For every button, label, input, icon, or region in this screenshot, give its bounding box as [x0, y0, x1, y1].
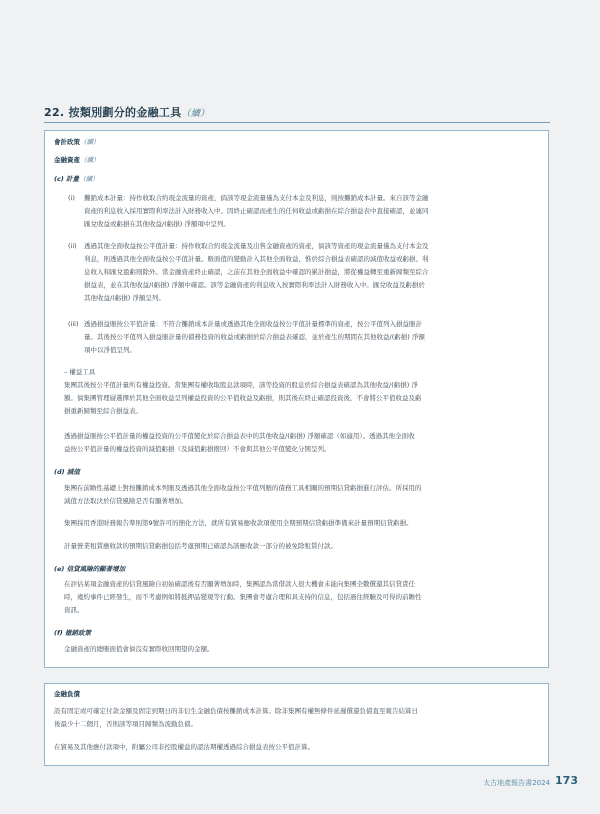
title-rule: [44, 122, 550, 123]
item-number: (ii): [68, 242, 77, 250]
fvpl-paragraph: 透過損益賬按公平值計量：不符合攤銷成本計量或透過其他全面收益按公平值計量標準的資產，按公平值列入損益賬計 量。其後按公平值列入損益賬計量的債務投資的收益或虧損於綜合損益表確認，並於產生的期間在其他收益/(虧損) 淨額 項中以淨值呈列。: [84, 320, 425, 354]
item-number: (i): [68, 194, 75, 202]
equity-heading: – 權益工具: [64, 368, 96, 376]
liabilities-heading: 金融負債: [54, 690, 80, 698]
policy-heading: 會計政策（續）: [54, 138, 100, 146]
equity-paragraph-1: 集團其後按公平值計量所有權益投資。當集團有權收取股息款項時，該等投資的股息於綜合損益表確認為其他收益/(虧損) 淨 額。倘集團管理層選擇於其他全面收益呈列權益投資的公平值收益及虧損，則其後在終止確認投資後，不會將公平值收益及虧 損重新歸類至綜合損益表。: [64, 381, 422, 415]
measurement-heading: (c) 計量（續）: [54, 175, 99, 183]
liabilities-paragraph-2: 在貿易及其他應付款項中，附屬公司非控股權益的認沽期權透過綜合損益表按公平值計算。: [54, 743, 314, 751]
amortised-cost-paragraph: 攤銷成本計量：持作收取合約現金流量的資產，倘該等現金流量僅為支付本金及利息，則按攤銷成本計量。來自該等金融 資產的利息收入採用實際利率法計入財務收入中。因終止確認而產生的任何收益或虧損在綜合損益表中直接確認，並連同 匯兌收益或虧損在其他收益/(虧損) 淨額項中呈列。: [84, 194, 429, 228]
report-name: 太古地產報告書2024: [483, 779, 550, 787]
title-continued: （續）: [181, 109, 210, 119]
credit-risk-heading: (e) 信貸風險的顯著增加: [54, 565, 126, 573]
impairment-paragraph-2: 集團採用香港財務報告準則第9號許可的簡化方法，就所有貿易應收款項使用全期預期信貸虧損準備來計量預期信貸虧損。: [64, 519, 413, 527]
fvoci-paragraph: 透過其他全面收益按公平值計量：持作收取合約現金流量及出售金融資產的資產，倘該等資產的現金流量僅為支付本金及 利息，則透過其他全面收益按公平值計量。賬面值的變動計入其他全面收益，惟於綜合損益表確認的減值收益或虧損、利 息收入和匯兌盈虧則除外。當金融資產終止確認，之前在其他全面收益中確認的累計損益，將從權益轉至重新歸類至綜合 損益表，並在其他收益/(虧損) 淨額中確認。該等金融資產的利息收入按實際利率法計入財務收入中。匯兌收益及虧損於 其他收益/(虧損) 淨額呈列。: [84, 242, 429, 302]
write-off-paragraph: 金融資產的總賬面值會倘沒有實際收回期望的金額。: [64, 645, 214, 653]
write-off-heading: (f) 撤銷政策: [54, 629, 92, 637]
item-number: (iii): [68, 320, 79, 328]
policy-subheading: 金融資產（續）: [54, 156, 100, 164]
impairment-paragraph-3: 計量營業租賃應收款的預期信貸虧損包括考慮預期已確認為該應收款一部分的被免除租賃付款。: [64, 542, 337, 550]
impairment-heading: (d) 減值: [54, 468, 80, 476]
liabilities-paragraph-1: 設有固定或可確定付款金額及固定到期日的非衍生金融負債按攤銷成本計算。除非集團有權無條件延遲償還負債直至報告結算日 後最少十二個月，否則該等項目歸類為流動負債。: [54, 707, 418, 728]
equity-paragraph-2: 透過損益賬按公平值計量的權益投資的公平值變化於綜合損益表中的其他收益/(虧損) 淨額確認（如適用）。透過其他全面收 益按公平值計量的權益投資的減值虧損（及減值虧損撥回）不會與其他公平值變化分開呈列。: [64, 432, 415, 453]
section-title: 22. 按類別劃分的金融工具（續）: [44, 106, 210, 119]
credit-risk-paragraph: 在評估某項金融資產的信貸風險自初始確認後有否顯著增加時，集團認為當借款人很大機會未能向集團全數償還其信貸責任 時，違約事件已經發生，而不考慮例如將抵押品變現等行動。集團會考慮合理和具支持的信息，包括過往經驗及可得的前瞻性 資訊。: [64, 580, 422, 614]
impairment-paragraph-1: 集團在前瞻性基礎上對按攤銷成本列賬及透過其他全面收益按公平值列賬的債務工具相關的預期信貸虧損進行評估。所採用的 減值方法取決於信貸風險是否有顯著增加。: [64, 484, 422, 505]
page-number: 173: [555, 774, 578, 787]
